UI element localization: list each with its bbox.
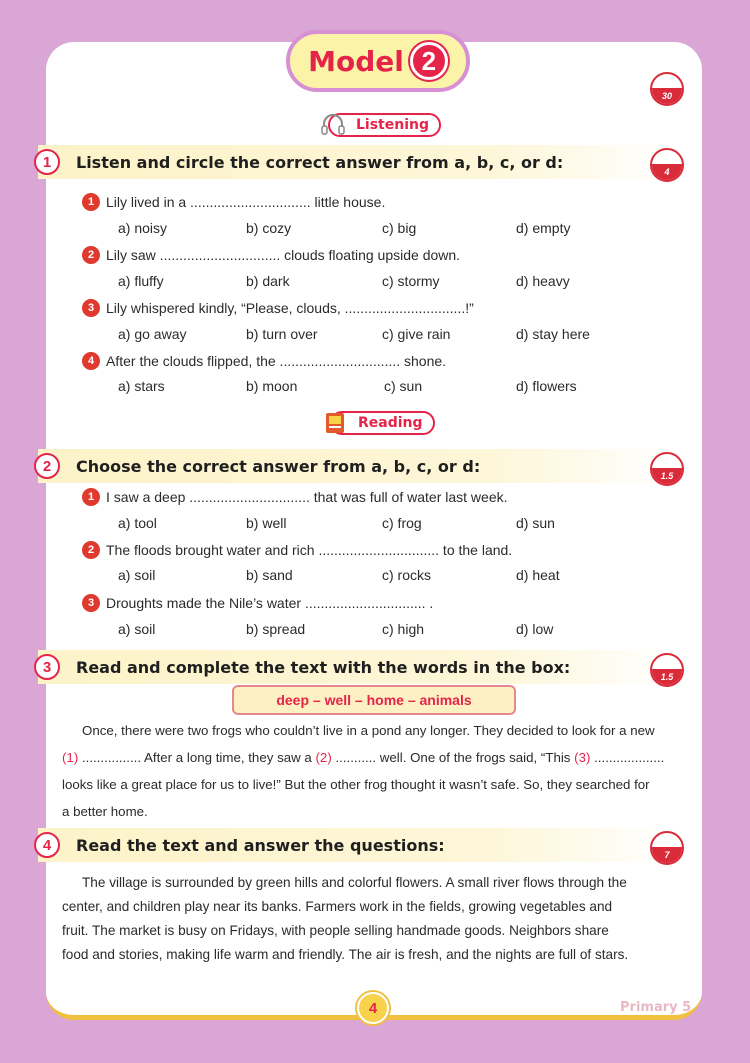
- option[interactable]: a) noisy: [118, 220, 168, 236]
- question-3-number: 3: [34, 654, 60, 680]
- q1-item-1: [82, 193, 385, 211]
- option[interactable]: d) heavy: [516, 273, 570, 289]
- item-stem: I saw a deep ............................... that was full of water last week.: [106, 489, 508, 505]
- option[interactable]: c) sun: [384, 378, 423, 394]
- reading-label: [330, 411, 435, 435]
- question-4-number: 4: [34, 832, 60, 858]
- reading-text: Reading: [358, 415, 423, 431]
- title-word: Model: [308, 44, 404, 78]
- question-4-score-badge: [650, 831, 684, 865]
- option[interactable]: a) soil: [118, 567, 156, 583]
- question-3-instruction: Read and complete the text with the words in the box:: [76, 657, 571, 677]
- blank-3-label: (3): [574, 750, 591, 765]
- listening-text: Listening: [356, 117, 429, 133]
- listening-label: [328, 113, 441, 137]
- q1-item-2: [82, 246, 460, 264]
- option[interactable]: a) fluffy: [118, 273, 164, 289]
- item-stem: Lily whispered kindly, “Please, clouds, ...............................!”: [106, 300, 474, 316]
- q1-item-3: [82, 299, 474, 317]
- text-line: Once, there were two frogs who couldn’t live in a pond any longer. They decided to look for a new: [82, 723, 655, 738]
- question-1-number: 1: [34, 149, 60, 175]
- option[interactable]: b) spread: [246, 621, 306, 637]
- item-number: 4: [82, 352, 100, 370]
- option[interactable]: b) dark: [246, 273, 290, 289]
- q2-item-2: [82, 541, 512, 559]
- model-title: [286, 30, 470, 92]
- blank-1-label: (1): [62, 750, 79, 765]
- option[interactable]: d) heat: [516, 567, 560, 583]
- question-1-score-badge: [650, 148, 684, 182]
- option[interactable]: c) give rain: [382, 326, 451, 342]
- question-1-score: 4: [652, 164, 682, 181]
- total-score: 30: [652, 88, 682, 105]
- option[interactable]: c) rocks: [382, 567, 431, 583]
- option[interactable]: a) tool: [118, 515, 157, 531]
- option[interactable]: d) low: [516, 621, 554, 637]
- item-stem: Lily saw ............................... clouds floating upside down.: [106, 247, 461, 263]
- question-2-instruction: Choose the correct answer from a, b, c, or d:: [76, 456, 481, 476]
- item-number: 1: [82, 488, 100, 506]
- item-stem: Droughts made the Nile’s water ............................... .: [106, 595, 434, 611]
- option[interactable]: c) high: [382, 621, 425, 637]
- question-3-header: [38, 650, 678, 684]
- option[interactable]: a) go away: [118, 326, 187, 342]
- question-3-score: 1.5: [652, 669, 682, 686]
- item-number: 2: [82, 246, 100, 264]
- item-number: 2: [82, 541, 100, 559]
- item-number: 3: [82, 299, 100, 317]
- option[interactable]: d) flowers: [516, 378, 577, 394]
- question-4-header: [38, 828, 678, 862]
- word-box: deep – well – home – animals: [232, 685, 516, 715]
- question-3-score-badge: [650, 653, 684, 687]
- question-2-header: [38, 449, 678, 483]
- question-4-instruction: Read the text and answer the questions:: [76, 835, 445, 855]
- item-stem: Lily lived in a ............................... little house.: [106, 194, 386, 210]
- grade-label: Primary 5: [620, 1000, 692, 1015]
- q2-item-1: [82, 488, 508, 506]
- q1-item-4: [82, 352, 446, 370]
- title-number: 2: [410, 42, 448, 80]
- text-line: [62, 744, 688, 771]
- option[interactable]: c) frog: [382, 515, 422, 531]
- q3-text: [62, 717, 688, 825]
- total-score-badge: [650, 72, 684, 106]
- text-segment: ...................: [590, 750, 665, 765]
- blank-2-label: (2): [315, 750, 332, 765]
- page-number: 4: [357, 992, 389, 1024]
- question-1-header: [38, 145, 678, 179]
- option[interactable]: a) soil: [118, 621, 156, 637]
- item-number: 1: [82, 193, 100, 211]
- option[interactable]: b) sand: [246, 567, 293, 583]
- text-line: The village is surrounded by green hills and colorful flowers. A small river flows through the: [82, 875, 627, 890]
- option[interactable]: d) stay here: [516, 326, 590, 342]
- item-stem: The floods brought water and rich ............................... to the land.: [106, 542, 513, 558]
- option[interactable]: b) moon: [246, 378, 298, 394]
- option[interactable]: d) empty: [516, 220, 571, 236]
- question-2-score: 1.5: [652, 468, 682, 485]
- text-line: a better home.: [62, 804, 148, 819]
- item-number: 3: [82, 594, 100, 612]
- text-segment: ........... well. One of the frogs said, “This: [331, 750, 575, 765]
- q4-text: [62, 871, 688, 967]
- option[interactable]: c) big: [382, 220, 417, 236]
- book-icon: [320, 407, 350, 439]
- text-segment: ................ After a long time, they saw a: [78, 750, 316, 765]
- item-stem: After the clouds flipped, the ............................... shone.: [106, 353, 447, 369]
- q2-item-3: [82, 594, 433, 612]
- option[interactable]: b) turn over: [246, 326, 318, 342]
- text-line: fruit. The market is busy on Fridays, with people selling handmade goods. Neighbors share: [62, 923, 609, 938]
- option[interactable]: c) stormy: [382, 273, 440, 289]
- text-line: center, and children play near its banks. Farmers work in the fields, growing vegetables and: [62, 899, 613, 914]
- option[interactable]: a) stars: [118, 378, 165, 394]
- question-4-score: 7: [652, 847, 682, 864]
- headphones-icon: [318, 109, 348, 141]
- option[interactable]: b) cozy: [246, 220, 292, 236]
- question-1-instruction: Listen and circle the correct answer from a, b, c, or d:: [76, 152, 564, 172]
- question-2-number: 2: [34, 453, 60, 479]
- option[interactable]: b) well: [246, 515, 287, 531]
- question-2-score-badge: [650, 452, 684, 486]
- text-line: food and stories, making life warm and friendly. The air is fresh, and the nights are full of stars.: [62, 947, 629, 962]
- option[interactable]: d) sun: [516, 515, 555, 531]
- text-line: looks like a great place for us to live!” But the other frog thought it wasn’t safe. So, they searched for: [62, 777, 650, 792]
